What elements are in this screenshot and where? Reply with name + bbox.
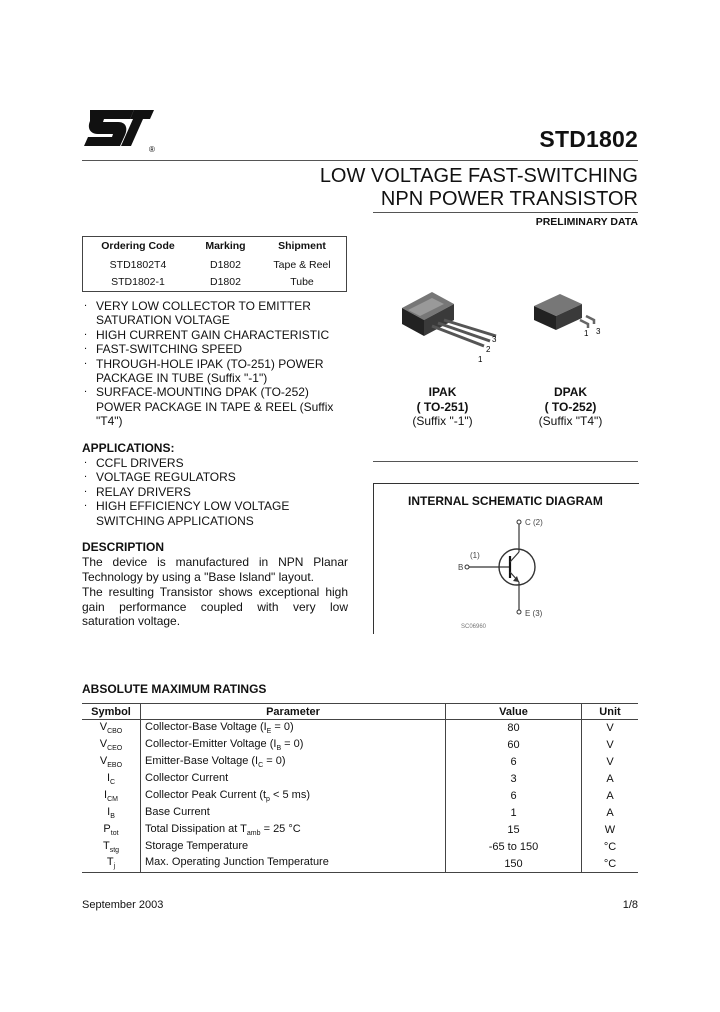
rating-symbol [82, 771, 141, 788]
rating-unit: W [604, 823, 616, 836]
rating-parameter [141, 788, 446, 805]
ratings-row [82, 754, 638, 771]
ratings-title: ABSOLUTE MAXIMUM RATINGS [82, 682, 267, 696]
ordering-cell: Tape & Reel [273, 259, 331, 271]
base-pin-label: (1) [470, 551, 480, 560]
rating-parameter [141, 855, 446, 872]
subscript: C [110, 779, 116, 787]
ratings-header: Symbol [82, 704, 141, 720]
ordering-table [82, 236, 347, 292]
rating-unit: °C [582, 855, 639, 872]
ipak-caption [400, 385, 485, 429]
subscript: EBO [107, 762, 123, 770]
feature-item: . HIGH CURRENT GAIN CHARACTERISTIC [82, 328, 352, 342]
ordering-cell: D1802 [210, 259, 241, 271]
rating-text: Total Dissipation at T [145, 822, 247, 835]
ipak-name: IPAK [428, 385, 457, 399]
rating-value: 15 [446, 821, 582, 838]
rating-text: T [106, 856, 114, 869]
rating-text: V [99, 721, 108, 734]
rating-symbol [82, 788, 141, 805]
rating-text: = 0) [263, 755, 286, 768]
figure-code: SC06960 [461, 624, 487, 630]
ordering-cell: D1802 [210, 276, 241, 288]
ratings-row [82, 737, 638, 754]
ipak-code: ( TO-251) [416, 399, 469, 414]
ratings-row [82, 771, 638, 788]
dpak-pin-label: 3 [596, 327, 601, 336]
subscript: B [110, 812, 115, 820]
ordering-header-row [83, 237, 347, 258]
footer-page: 1/8 [622, 899, 638, 911]
rating-parameter [141, 771, 446, 788]
header-rule [82, 160, 638, 161]
ordering-header: Marking [205, 240, 246, 252]
rating-text: Collector Current [145, 772, 229, 785]
registered-mark: ® [149, 145, 155, 154]
rating-value: 80 [446, 720, 582, 737]
rating-parameter [141, 737, 446, 754]
ipak-pin-label: 2 [486, 345, 491, 354]
rating-value: 60 [446, 737, 582, 754]
dpak-pin-label: 1 [584, 329, 589, 338]
feature-item: . VERY LOW COLLECTOR TO EMITTER SATURATION VOLTAGE [82, 299, 352, 328]
rating-parameter [141, 754, 446, 771]
collector-label: C (2) [525, 518, 543, 527]
dpak-code: ( TO-252) [544, 399, 597, 414]
feature-list [82, 299, 352, 429]
part-number: STD1802 [539, 126, 638, 152]
emitter-label: E (3) [525, 609, 543, 618]
schematic-title: INTERNAL SCHEMATIC DIAGRAM [408, 494, 603, 508]
subscript: CEO [107, 745, 123, 753]
subscript: amb [246, 829, 261, 837]
subscript: C [258, 762, 264, 770]
feature-item: . FAST-SWITCHING SPEED [82, 342, 352, 356]
rating-symbol [82, 720, 141, 737]
rating-text: I [106, 772, 110, 785]
ratings-row [82, 788, 638, 805]
ratings-row [82, 855, 638, 872]
ratings-header-row [82, 704, 638, 720]
status-label: PRELIMINARY DATA [535, 216, 638, 228]
rating-symbol [82, 804, 141, 821]
dpak-caption [528, 385, 613, 429]
rating-parameter [141, 838, 446, 855]
ipak-pin-label: 1 [478, 355, 483, 364]
description-heading: DESCRIPTION [82, 540, 165, 554]
feature-item: . THROUGH-HOLE IPAK (TO-251) POWER PACKAGE IN TUBE (Suffix "-1") [82, 357, 352, 386]
rating-value: 6 [446, 754, 582, 771]
description-paragraph: The device is manufactured in NPN Planar Technology by using a "Base Island" layout. [82, 555, 348, 584]
rating-parameter [141, 821, 446, 838]
ipak-pin-label: 3 [492, 335, 497, 344]
rating-text: Collector Peak Current (t [145, 788, 267, 801]
ordering-header: Ordering Code [101, 240, 175, 252]
ordering-cell: STD1802T4 [109, 259, 167, 271]
st-logo-mark [84, 110, 154, 146]
description-paragraph: The resulting Transistor shows exceptional high gain performance coupled with very low saturation voltage. [82, 585, 348, 628]
dpak-name: DPAK [553, 385, 588, 399]
rating-text: Collector-Base Voltage (I [145, 721, 267, 734]
ordering-row [83, 274, 347, 292]
rating-unit: A [606, 790, 614, 802]
ratings-header: Unit [582, 704, 639, 720]
rating-text: V [99, 738, 108, 751]
ratings-row [82, 838, 638, 855]
feature-item: . SURFACE-MOUNTING DPAK (TO-252) POWER PACKAGE IN TAPE & REEL (Suffix "T4") [82, 385, 352, 428]
rating-text: = 0) [271, 721, 294, 734]
ordering-cell: STD1802-1 [111, 276, 165, 288]
ratings-row [82, 821, 638, 838]
subscript: stg [109, 846, 120, 854]
application-item: . VOLTAGE REGULATORS [82, 470, 352, 484]
rating-text: T [102, 839, 110, 852]
title-line-2: NPN POWER TRANSISTOR [380, 188, 638, 210]
rating-text: V [99, 755, 108, 768]
title-rule [373, 212, 638, 213]
subscript: B [276, 745, 282, 753]
title-line-1: LOW VOLTAGE FAST-SWITCHING [319, 165, 638, 187]
rating-text: I [107, 805, 111, 818]
rating-unit: °C [603, 840, 617, 853]
rating-parameter [141, 720, 446, 737]
ordering-row [83, 257, 347, 274]
rating-parameter [141, 804, 446, 821]
rating-value: 1 [446, 804, 582, 821]
subscript: CBO [107, 728, 123, 736]
st-logo [82, 106, 158, 156]
rating-value: 150 [446, 855, 582, 872]
rating-symbol [82, 838, 141, 855]
rating-unit: V [606, 756, 614, 769]
rating-unit: A [606, 773, 614, 786]
subscript: E [266, 728, 272, 736]
ratings-row [82, 720, 638, 737]
subscript: j [113, 863, 116, 871]
ratings-row [82, 804, 638, 821]
rating-text: P [103, 822, 111, 835]
ratings-header: Parameter [141, 704, 446, 720]
rating-text: = 0) [281, 738, 304, 751]
rating-unit: V [606, 739, 614, 752]
rating-unit: V [606, 722, 614, 735]
rating-symbol [82, 737, 141, 754]
subscript: CM [107, 796, 118, 804]
rating-text: Emitter-Base Voltage (I [145, 755, 259, 768]
rating-symbol [82, 754, 141, 771]
rating-text: Collector-Emitter Voltage (I [145, 738, 277, 751]
application-item: . HIGH EFFICIENCY LOW VOLTAGE SWITCHING APPLICATIONS [82, 499, 352, 528]
ipak-suffix: (Suffix "-1") [412, 414, 473, 428]
dpak-package-image [526, 290, 606, 346]
rating-unit: A [606, 806, 614, 819]
ipak-package-image [392, 286, 507, 366]
rating-value: 6 [446, 788, 582, 805]
footer-date: September 2003 [82, 899, 164, 911]
rating-symbol [82, 855, 141, 872]
rating-text: < 5 ms) [269, 788, 310, 801]
rating-value: 3 [446, 771, 582, 788]
rating-text: I [104, 788, 108, 801]
ordering-header: Shipment [278, 240, 326, 252]
subscript: tot [110, 829, 119, 837]
rating-symbol [82, 821, 141, 838]
base-label: B [458, 563, 464, 572]
package-rule [373, 461, 638, 462]
rating-text: Max. Operating Junction Temperature [145, 856, 329, 869]
application-item: . RELAY DRIVERS [82, 485, 352, 499]
ratings-table [82, 703, 638, 873]
rating-text: Base Current [145, 805, 210, 818]
applications-list [82, 456, 352, 528]
dpak-suffix: (Suffix "T4") [538, 414, 603, 428]
applications-heading: APPLICATIONS: [82, 441, 175, 455]
rating-value: -65 to 150 [446, 838, 582, 855]
rating-text: = 25 °C [260, 822, 301, 835]
npn-transistor-symbol [455, 512, 565, 632]
subscript: p [266, 796, 270, 804]
ordering-cell: Tube [290, 276, 314, 288]
application-item: . CCFL DRIVERS [82, 456, 352, 470]
ratings-header: Value [446, 704, 582, 720]
rating-text: Storage Temperature [145, 839, 249, 852]
